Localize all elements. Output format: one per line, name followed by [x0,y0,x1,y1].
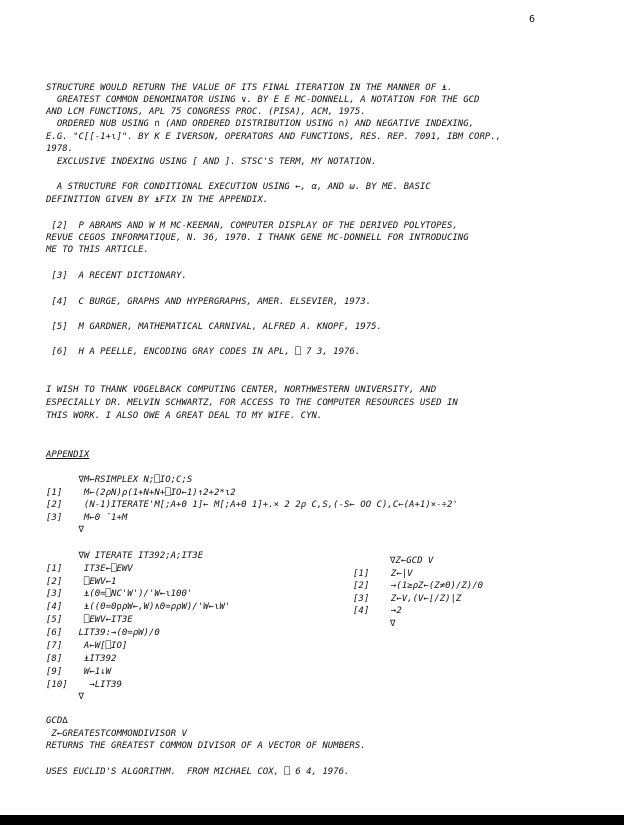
code-line: [5] ⎕EWV←IT3E [46,615,133,625]
code-line: ∇M←RSIMPLEX N;⎕IO;C;S [46,475,193,485]
code-line: [8] ⍎IT392 [46,654,117,664]
code-line: [3] ⍎(0=⎕NC'W')/'W←⍳100' [46,589,193,599]
code-line: [9] W←1↓W [46,667,112,677]
code-line: [2] (N-1)ITERATE'M[;A+0 1]← M[;A+0 1]+.× 2 2ρ C,S,(-S← OO C),C←(A+1)×-÷2' [46,500,458,510]
reference-line: REVUE CEGOS INFORMATIQUE, N. 36, 1970. I THANK GENE MC-DONNELL FOR INTRODUCING [46,233,469,243]
acknowledgement-line: THIS WORK. I ALSO OWE A GREAT DEAL TO MY WIFE. CYN. [46,411,323,421]
code-line: [1] M←(2ρN)ρ(1+N+N+⎕IO←1)↑2+2*⍳2 [46,488,236,498]
reference-line: ME TO THIS ARTICLE. [46,245,149,255]
code-line: [3] M←0 ¯1+M [46,513,128,523]
gcd-desc-line: RETURNS THE GREATEST COMMON DIVISOR OF A VECTOR OF NUMBERS. [46,741,366,751]
scan-edge [0,815,624,825]
note-line: EXCLUSIVE INDEXING USING [ AND ]. STSC'S TERM, MY NOTATION. [46,157,377,167]
acknowledgement-line: ESPECIALLY DR. MELVIN SCHWARTZ, FOR ACCESS TO THE COMPUTER RESOURCES USED IN [46,398,458,408]
code-line: [4] →2 [353,606,402,616]
reference-line: [6] H A PEELLE, ENCODING GRAY CODES IN APL, ⎕ 7 3, 1976. [46,347,361,357]
code-line: ∇Z←GCD V [390,556,434,566]
code-line: [10] →LIT39 [46,680,122,690]
reference-line: [2] P ABRAMS AND W M MC-KEEMAN, COMPUTER DISPLAY OF THE DERIVED POLYTOPES, [46,221,458,231]
note-line: 1978. [46,144,74,154]
code-line: [6] LIT39:→(0=ρW)/0 [46,628,160,638]
note-line: E.G. "C[[-1+⍳]". BY K E IVERSON, OPERATORS AND FUNCTIONS, RES. REP. 7091, IBM CORP., [46,132,502,142]
acknowledgement-line: I WISH TO THANK VOGELBACK COMPUTING CENTER, NORTHWESTERN UNIVERSITY, AND [46,385,437,395]
page-number: 6 [529,14,536,25]
note-line: ORDERED NUB USING ∩ (AND ORDERED DISTRIBUTION USING ∩) AND NEGATIVE INDEXING, [46,119,475,129]
code-line: ∇W ITERATE IT392;A;IT3E [46,551,204,561]
code-line: [1] IT3E←⎕EWV [46,564,133,574]
note-line: AND LCM FUNCTIONS, APL 75 CONGRESS PROC. (PISA), ACM, 1975. [46,107,366,117]
code-line: ∇ [390,619,396,629]
note-line: A STRUCTURE FOR CONDITIONAL EXECUTION USING ←, α, AND ω. BY ME. BASIC [46,182,431,192]
appendix-heading: APPENDIX [46,450,90,460]
code-line: [2] →(1≥ρZ←(Z≠0)/Z)/0 [353,581,484,591]
code-line: [7] A←W[⎕IO] [46,641,128,651]
note-line: GREATEST COMMON DENOMINATOR USING ∨. BY E E MC-DONNELL, A NOTATION FOR THE GCD [46,95,480,105]
code-line: [1] Z←|V [353,569,413,579]
gcd-desc-line: USES EUCLID'S ALGORITHM. FROM MICHAEL COX, ⎕ 6 4, 1976. [46,767,350,777]
code-line: [3] Z←V,(V←⌊/Z)|Z [353,594,462,604]
reference-line: [5] M GARDNER, MATHEMATICAL CARNIVAL, ALFRED A. KNOPF, 1975. [46,322,382,332]
reference-line: [3] A RECENT DICTIONARY. [46,271,187,281]
code-line: [2] ⎕EWV←1 [46,577,117,587]
reference-line: [4] C BURGE, GRAPHS AND HYPERGRAPHS, AMER. ELSEVIER, 1973. [46,297,372,307]
gcd-desc-line: Z←GREATESTCOMMONDIVISOR V [46,729,187,739]
note-line: DEFINITION GIVEN BY ⍎FIX IN THE APPENDIX. [46,195,269,205]
code-line: ∇ [46,525,84,535]
note-line: STRUCTURE WOULD RETURN THE VALUE OF ITS FINAL ITERATION IN THE MANNER OF ⍎. [46,83,453,93]
code-line: [4] ⍎((0=0⍴ρW←,W)∧0=ρρW)/'W←⍳W' [46,602,231,612]
code-line: ∇ [46,692,84,702]
gcd-label: GCD∆ [46,716,68,726]
